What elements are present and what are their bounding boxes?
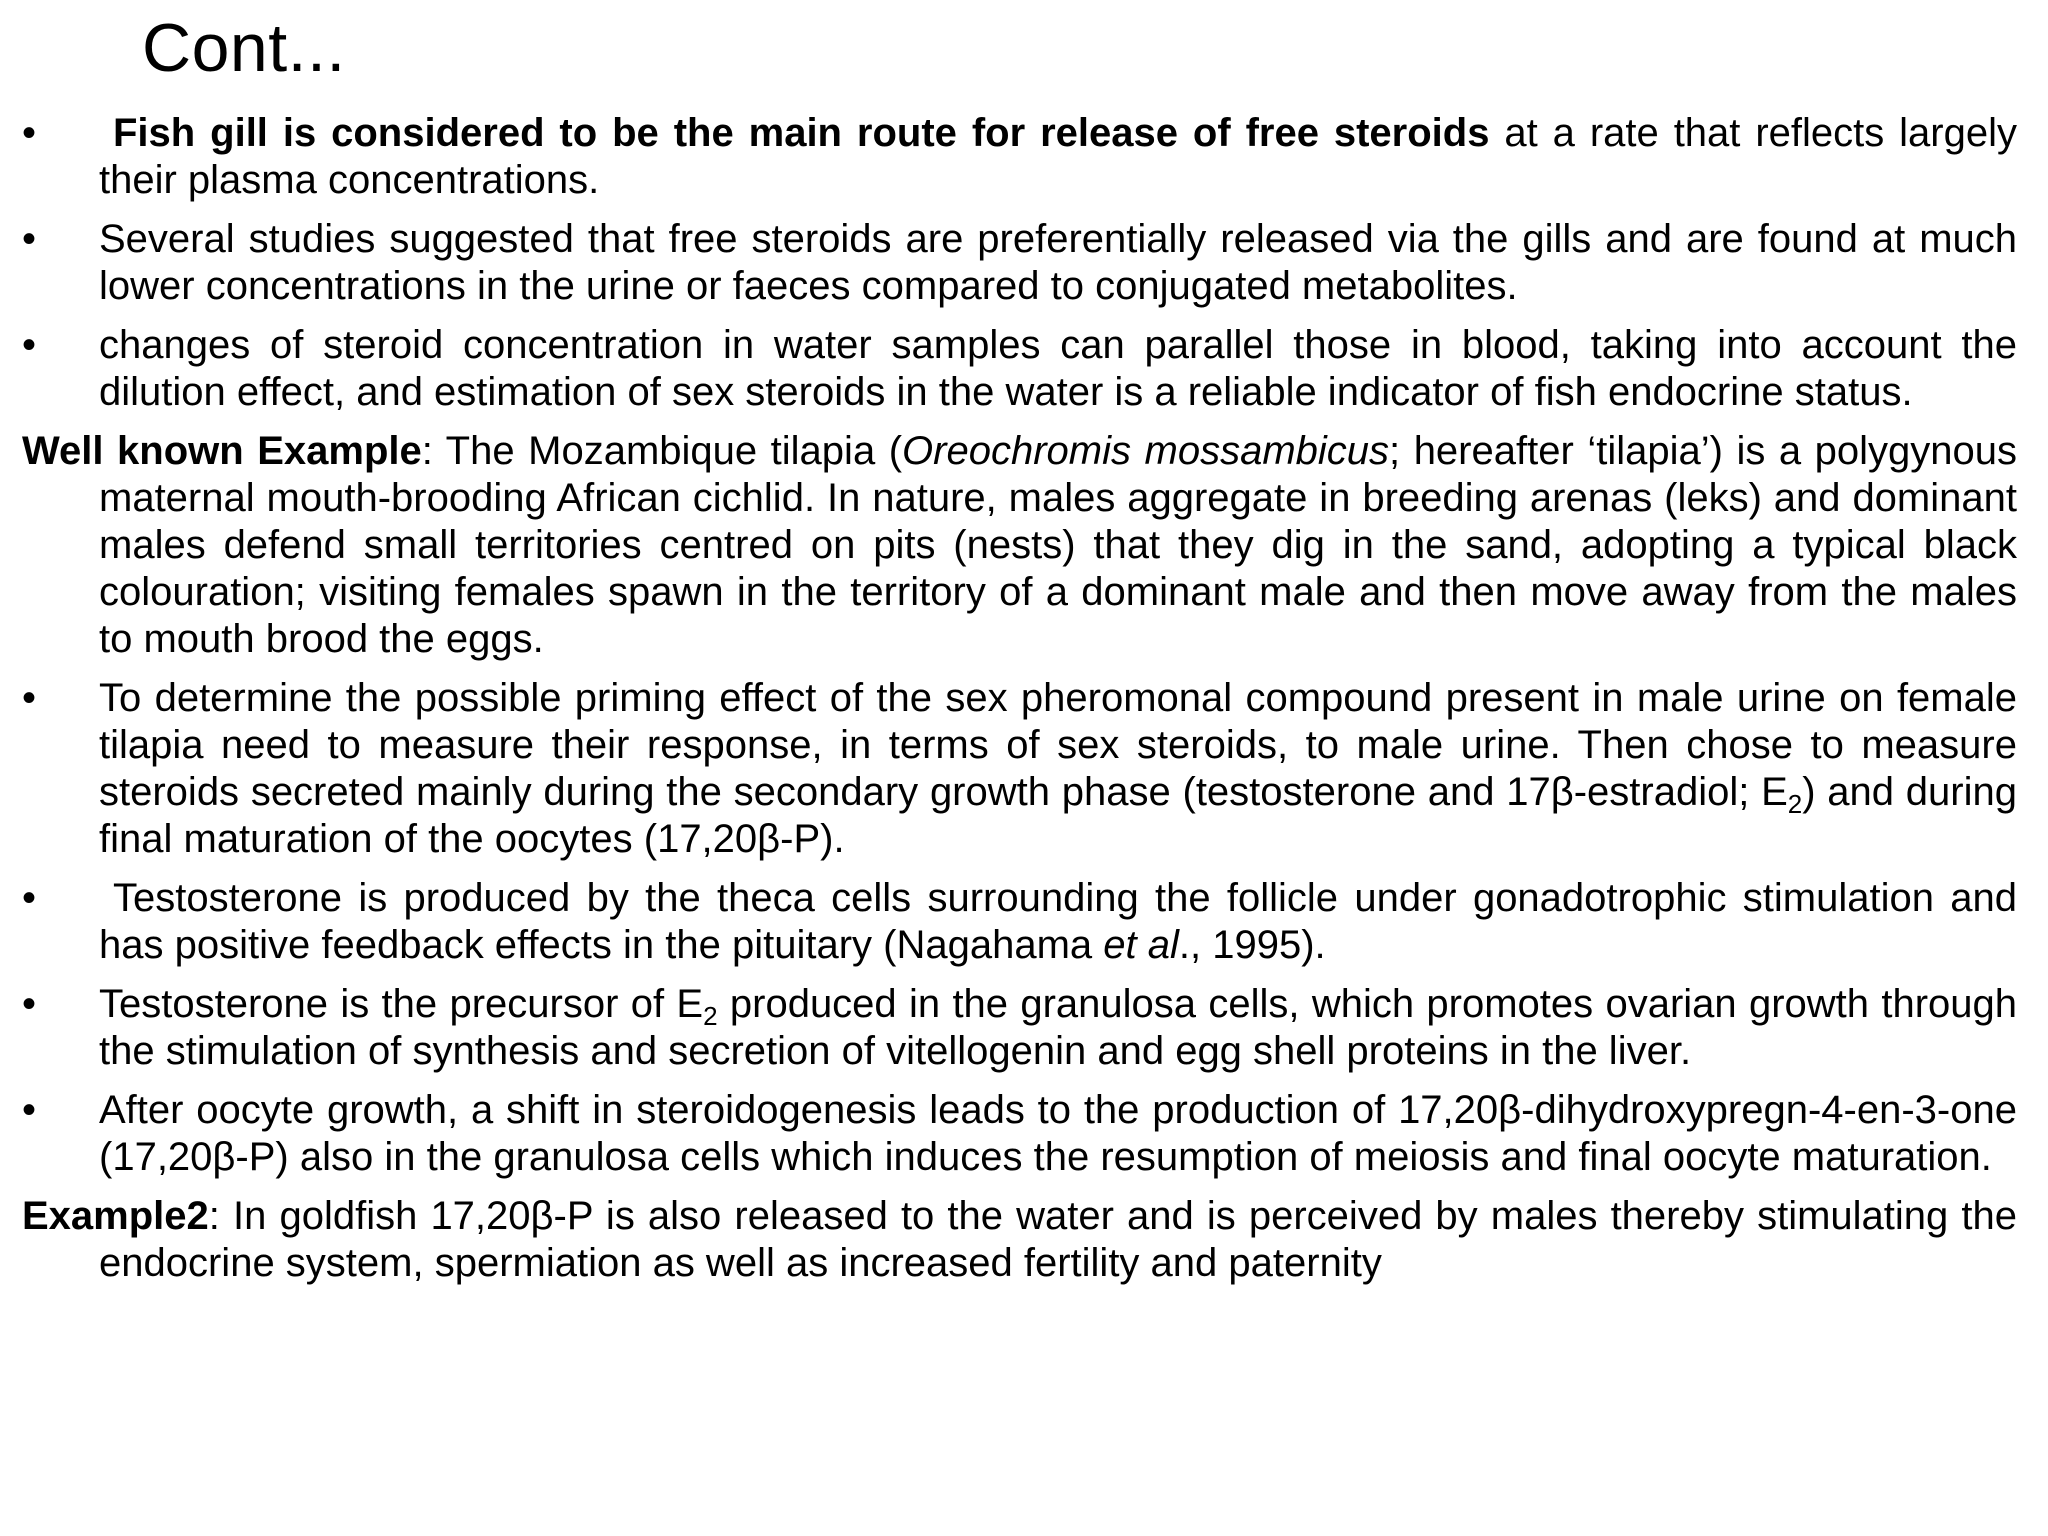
bullet-marker: • — [22, 982, 37, 1026]
bullet-marker: • — [22, 676, 37, 720]
bullet-gill-route — [22, 110, 2017, 204]
bold-text: Fish gill is considered to be the main route for release of free steroids — [113, 111, 1490, 155]
bullet-marker: • — [22, 1088, 37, 1132]
example-goldfish — [22, 1193, 2017, 1287]
bullet-marker: • — [22, 323, 37, 367]
text: To determine the possible priming effect of the sex pheromonal compound present in male urine on female tilapia need to measure their response, in terms of sex steroids, to male urine. Then chose to measure steroids secreted mainly during the secondary growth phase (testosterone and 17β-estradiol; E — [99, 676, 2017, 814]
bullet-water-samples — [22, 322, 2017, 416]
text: at a rate that reflects largely their plasma concentrations. — [99, 111, 2018, 202]
subscript: 2 — [1787, 789, 1803, 819]
text: Testosterone is produced by the theca cells surrounding the follicle under gonadotrophic stimulation and has positive feedback effects in the pituitary (Nagahama — [99, 876, 2017, 967]
slide-title: Cont... — [142, 10, 346, 86]
species-name: Oreochromis mossambicus — [902, 429, 1390, 473]
text: ., 1995). — [1178, 923, 1326, 967]
text: changes of steroid concentration in water samples can parallel those in blood, taking into account the dilution effect, and estimation of sex steroids in the water is a reliable indicator of fish endocrine status. — [99, 323, 2017, 414]
italic-text: et al — [1103, 923, 1179, 967]
bullet-testosterone-theca — [22, 875, 2017, 969]
text: After oocyte growth, a shift in steroidogenesis leads to the production of 17,20β-dihydroxypregn-4-en-3-one (17,20β-P) also in the granulosa cells which induces the resumption of meiosis and final oocyte maturation. — [99, 1088, 2017, 1179]
text: Several studies suggested that free steroids are preferentially released via the gills and are found at much lower concentrations in the urine or faeces compared to conjugated metabolites. — [99, 217, 2017, 308]
bullet-priming-effect — [22, 675, 2017, 863]
bullet-gill-release — [22, 216, 2017, 310]
bullet-testosterone-precursor — [22, 981, 2017, 1075]
text: : The Mozambique tilapia ( — [421, 429, 903, 473]
text: produced in the granulosa cells, which promotes ovarian growth through the stimulation of synthesis and secretion of vitellogenin and egg shell proteins in the liver. — [99, 982, 2017, 1073]
example-label: Well known Example — [22, 429, 422, 473]
subscript: 2 — [703, 1001, 718, 1031]
bullet-marker: • — [22, 876, 37, 920]
example-label: Example2 — [22, 1194, 209, 1238]
example-tilapia — [22, 428, 2017, 663]
bullet-oocyte-growth — [22, 1087, 2017, 1181]
text: Testosterone is the precursor of E — [99, 982, 704, 1026]
text: ) and during final maturation of the oocytes (17,20β-P). — [99, 770, 2017, 861]
bullet-marker: • — [22, 217, 37, 261]
slide-body — [22, 110, 2017, 1299]
bullet-marker: • — [22, 111, 37, 155]
text: : In goldfish 17,20β-P is also released to the water and is perceived by males thereby stimulating the endocrine system, spermiation as well as increased fertility and paternity — [99, 1194, 2017, 1285]
text: ; hereafter ‘tilapia’) is a polygynous maternal mouth-brooding African cichlid. In nature, males aggregate in breeding arenas (leks) and dominant males defend small territories centred on pits (nests) that they dig in the sand, adopting a typical black colouration; visiting females spawn in the territory of a dominant male and then move away from the males to mouth brood the eggs. — [99, 429, 2018, 661]
